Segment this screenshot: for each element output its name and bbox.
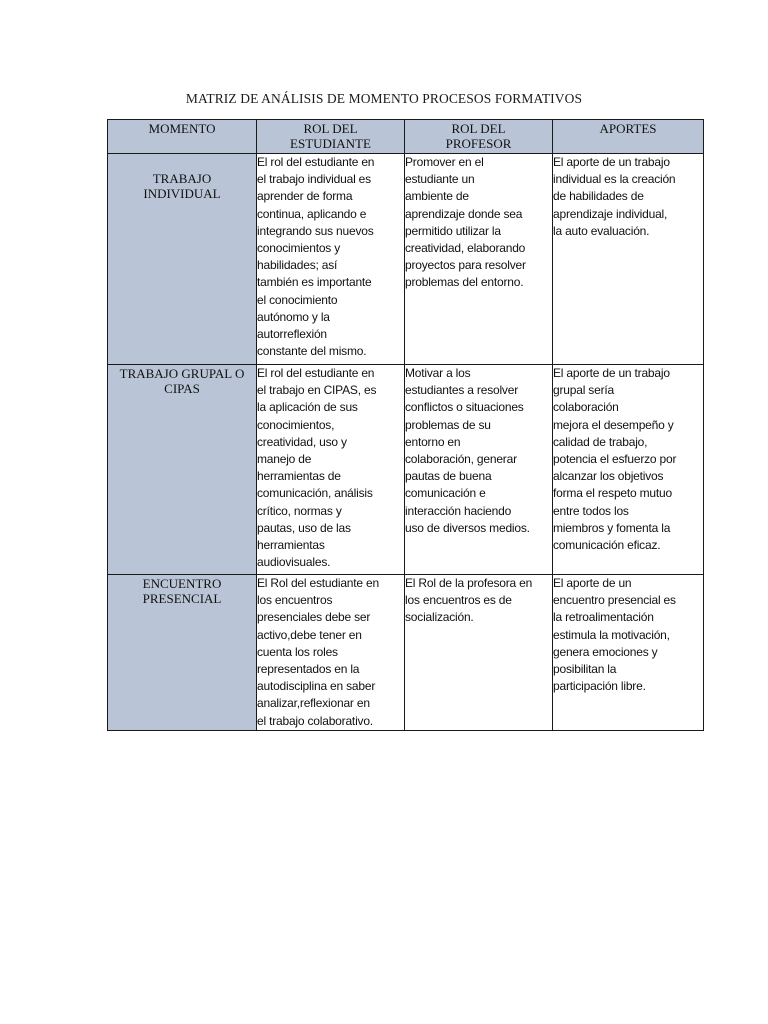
rol-profesor-cell: Motivar a los estudiantes a resolver conflictos o situaciones problemas de su entorno en colaboración, generar pautas de buena comunicación e interacción haciendo uso de diversos medios.	[405, 365, 553, 575]
rol-estudiante-cell: El Rol del estudiante en los encuentros presenciales debe ser activo,debe tener en cuenta los roles representados en la autodisciplina en saber analizar,reflexionar en el trabajo colaborativo.	[257, 575, 405, 731]
header-momento: MOMENTO	[108, 120, 257, 154]
momento-cell: ENCUENTRO PRESENCIAL	[108, 575, 257, 731]
aportes-cell: El aporte de un encuentro presencial es la retroalimentación estimula la motivación, genera emociones y posibilitan la participación libre.	[553, 575, 704, 731]
analysis-matrix-table	[107, 119, 704, 731]
momento-cell: TRABAJO GRUPAL O CIPAS	[108, 365, 257, 575]
aportes-cell: El aporte de un trabajo individual es la creación de habilidades de aprendizaje individual, la auto evaluación.	[553, 154, 704, 365]
table-header-row	[108, 120, 704, 154]
rol-estudiante-cell: El rol del estudiante en el trabajo en CIPAS, es la aplicación de sus conocimientos, creatividad, uso y manejo de herramientas de comunicación, análisis crítico, normas y pautas, uso de las herramientas audiovisuales.	[257, 365, 405, 575]
rol-estudiante-cell: El rol del estudiante en el trabajo individual es aprender de forma continua, aplicando e integrando sus nuevos conocimientos y habilidades; así también es importante el conocimiento autónomo y la autorreflexión constante del mismo.	[257, 154, 405, 365]
table-row	[108, 154, 704, 365]
header-rol-estudiante: ROL DEL ESTUDIANTE	[257, 120, 405, 154]
table-row	[108, 575, 704, 731]
header-rol-profesor: ROL DEL PROFESOR	[405, 120, 553, 154]
aportes-cell: El aporte de un trabajo grupal sería colaboración mejora el desempeño y calidad de trabajo, potencia el esfuerzo por alcanzar los objetivos forma el respeto mutuo entre todos los miembros y fomenta la comunicación eficaz.	[553, 365, 704, 575]
momento-cell: TRABAJO INDIVIDUAL	[108, 154, 257, 365]
rol-profesor-cell: Promover en el estudiante un ambiente de aprendizaje donde sea permitido utilizar la creatividad, elaborando proyectos para resolver problemas del entorno.	[405, 154, 553, 365]
header-aportes: APORTES	[553, 120, 704, 154]
rol-profesor-cell: El Rol de la profesora en los encuentros es de socialización.	[405, 575, 553, 731]
table-row	[108, 365, 704, 575]
document-title: MATRIZ DE ANÁLISIS DE MOMENTO PROCESOS FORMATIVOS	[185, 91, 583, 106]
